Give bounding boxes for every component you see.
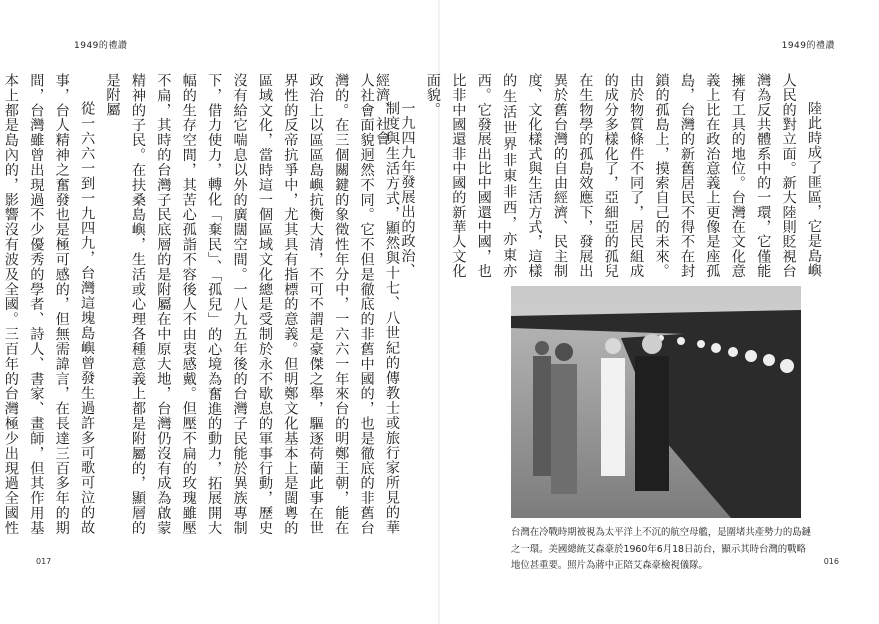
figure-general — [551, 343, 577, 494]
figure-president — [635, 334, 669, 491]
historical-photo — [511, 286, 801, 518]
right-paragraph-2: 一九四九年發展出的政治、經濟、社會 — [374, 73, 416, 278]
running-header-left: 1949的禮讚 — [74, 41, 128, 51]
right-paragraph-1: 陸此時成了匪區，它是島嶼人民的對立面。新大陸則貶視台灣為反共體系中的一環，它僅能擁有工具的地位。台灣在文化意義上比在政治意義上更像是座孤島，台灣的新舊居民不得不在封鎖的孤島上，摸索自己的未來。由於物質條件不同了，居民組成的成分多樣化了，亞細亞的孤兒在生物學的孤島效應下，發展出異於舊台灣的自由經濟、民主制度、文化樣式與生活方式，這樣的生活世界非東非西，亦東亦西。它發展出比中國還中國，也比非中國還非中國的新華人文化面貌。 — [424, 73, 822, 278]
page-number-right: 016 — [823, 557, 839, 566]
page-number-left: 017 — [36, 557, 52, 566]
figure-naval-officer — [601, 338, 625, 476]
photo-caption: 台灣在冷戰時期被視為太平洋上不沉的航空母艦，是圍堵共產勢力的島鏈之一環。美國總統艾森豪於1960年6月18日訪台，顯示其時台灣的戰略地位甚重要。照片為蔣中正陪艾森豪檢視儀隊。 — [511, 527, 812, 571]
right-body-text — [374, 73, 826, 278]
left-body-text — [2, 73, 404, 535]
left-paragraph-2: 從一六六一到一九四九，台灣這塊島嶼曾發生過許多可歌可泣的故事，台人精神之奮發也是極可感的，但無需諱言，在長達三百多年的期間，台灣雖曾出現過不少優秀的學者、詩人、書家、畫師，但其作用基本上都是島內的，影響沒有波及全國。三百年的台灣極少出現過全國性 — [2, 73, 96, 535]
running-header-right: 1949的禮讚 — [781, 41, 835, 51]
figure-officer-left — [533, 341, 551, 476]
left-paragraph-1: 制度與生活方式，顯然與十七、八世紀的傳教士或旅行家所見的華人社會面貌迥然不同。它不但是徹底的非舊中國的，也是徹底的非舊台灣的。在三個關鍵的象徵性年分中，一六六一年來台的明鄭王朝，能在政治上以區區島嶼抗衡大清，不可不謂是豪傑之舉，驅逐荷蘭此事在世界性的反帝抗爭中，尤其具有指標的意義。但明鄭文化基本上是閩粵的區域文化，當時這一個區域文化總是受制於永不歇息的軍事行動，歷史沒有給它喘息以外的廣闊空間。一八九五年後的台灣子民能於異族專制下，借力使力，轉化「棄民」、「孤兒」的心境為奮進的動力，拓展開大幅的生存空間，其苦心孤詣不容後人不由衷感戴。但壓不扁的玫瑰雖壓不扁，其時的台灣子民底層的是附屬在中原大地，台灣仍沒有成為啟蒙精神的子民。在扶桑島嶼，生活或心理各種意義上都是附屬的，顯層的是附屬 — [104, 73, 400, 535]
